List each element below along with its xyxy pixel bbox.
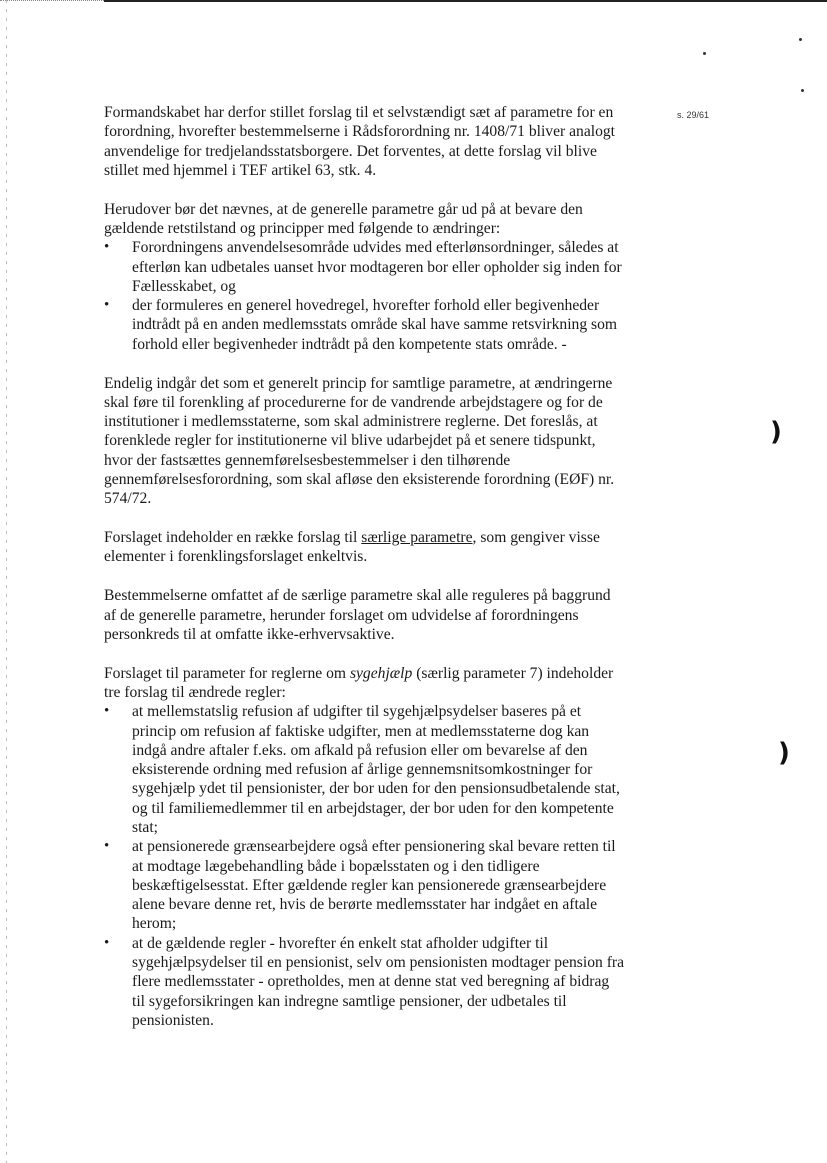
margin-bracket-mark: ) bbox=[770, 417, 782, 447]
margin-bracket-mark: ) bbox=[778, 738, 790, 768]
list-item: • Forordningens anvendelsesområde udvides med efterlønsordninger, således at efterløn kan udbetales uanset hvor modtageren bor eller opholder sig inden for Fællesskabet, og bbox=[104, 238, 624, 296]
list-item: • at pensionerede grænsearbejdere også efter pensionering skal bevare retten til at modtage lægebehandling både i bopælsstaten og i den tidligere beskæftigelsesstat. Efter gældende regler kan pensionerede grænsearbejdere alene bevare denne ret, hvis de berørte medlemsstater har indgået en aftale herom; bbox=[104, 837, 624, 933]
paragraph-4-text: Forslaget indeholder en række forslag til bbox=[104, 529, 362, 547]
list-item: • at de gældende regler - hvorefter én enkelt stat afholder udgifter til sygehjælpsydelser til en pensionist, selv om pensionisten modtager pension fra flere medlemsstater - opretholdes, men at denne stat ved beregning af bidrag til sygeforsikringen kan indregne samtlige pensioner, der udbetales til pensionisten. bbox=[104, 934, 624, 1030]
paragraph-5: Bestemmelserne omfattet af de særlige parametre skal alle reguleres på baggrund af de generelle parametre, herunder forslaget om udvidelse af forordningens personkreds til at omfatte ikke-erhvervsaktive. bbox=[104, 587, 611, 643]
scan-speck bbox=[703, 52, 706, 55]
paragraph-4-text-end: , som gengiver visse elementer i forenklingsforslaget enkeltvis. bbox=[104, 529, 600, 566]
general-parameters-list bbox=[104, 238, 624, 354]
paragraph-6 bbox=[104, 664, 624, 703]
paragraph-6-text: Forslaget til parameter for reglerne om bbox=[104, 664, 350, 682]
scan-speck bbox=[799, 38, 802, 41]
scan-speck bbox=[801, 89, 804, 92]
sickness-rules-list bbox=[104, 702, 624, 1030]
top-dotted-line bbox=[0, 0, 104, 2]
document-body bbox=[104, 103, 624, 1050]
list-item: • at mellemstatslig refusion af udgifter til sygehjælpsydelser baseres på et princip om refusion af faktiske udgifter, men at medlemsstaterne dog kan indgå andre aftaler f.eks. om afkald på refusion eller om bevarelse af den eksisterende ordning med refusion af årlige gennemsnitsomkostninger for sygehjælp ydet til pensionister, der bor uden for den pensionsudbetalende stat, og til familiemedlemmer til en arbejdstager, der bor uden for den kompetente stat; bbox=[104, 702, 624, 837]
paragraph-3: Endelig indgår det som et generelt princip for samtlige parametre, at ændringerne skal føre til forenkling af procedurerne for de vandrende arbejdstagere og for de institutioner i medlemsstaterne, som skal administrere reglerne. Det foreslås, at forenklede regler for institutionerne vil blive udarbejdet på et senere tidspunkt, hvor der fastsættes gennemførelsesbestemmelser i den tilhørende gennemførelsesforordning, som skal afløse den eksisterende forordning (EØF) nr. 574/72. bbox=[104, 374, 615, 508]
top-rule bbox=[104, 0, 827, 2]
paragraph-6-text-end: (særlig parameter 7) indeholder tre forslag til ændrede regler: bbox=[104, 664, 614, 701]
paragraph-4 bbox=[104, 528, 624, 567]
paragraph-1: Formandskabet har derfor stillet forslag til et selvstændigt sæt af parametre for en forordning, hvorefter bestemmelserne i Rådsforordning nr. 1408/71 bliver analogt anvendelige for tredjelandsstatsborgere. Det forventes, at dette forslag vil blive stillet med hjemmel i TEF artikel 63, stk. 4. bbox=[104, 104, 615, 179]
page-reference: s. 29/61 bbox=[677, 110, 710, 120]
scan-edge bbox=[6, 0, 7, 1163]
paragraph-2: Herudover bør det nævnes, at de generelle parametre går ud på at bevare den gældende retstilstand og principper med følgende to ændringer: bbox=[104, 200, 583, 237]
sygehjaelp-term: sygehjælp bbox=[349, 664, 413, 682]
special-parameters-link: særlige parametre bbox=[361, 529, 473, 547]
list-item: • der formuleres en generel hovedregel, hvorefter forhold eller begivenheder indtrådt på en anden medlemsstats område skal have samme retsvirkning som forhold eller begivenheder indtrådt på den kompetente stats område. - bbox=[104, 296, 624, 354]
